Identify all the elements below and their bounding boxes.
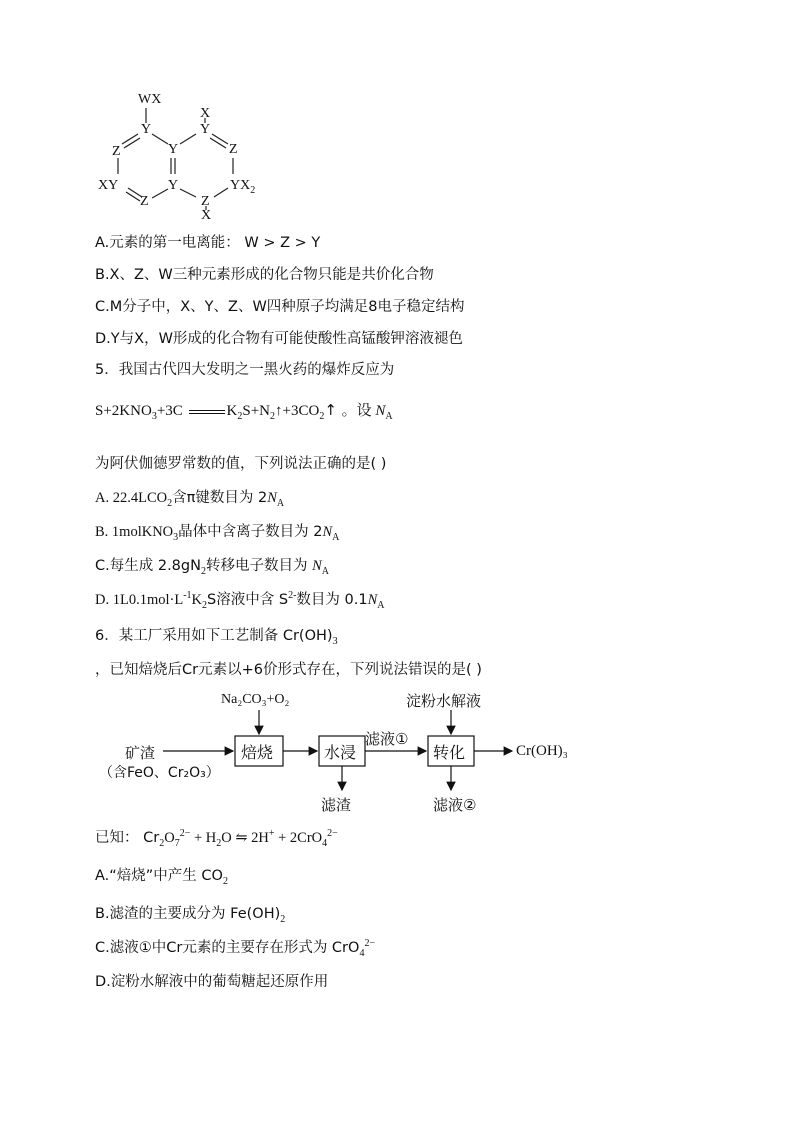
q6-option-a: A.“焙烧”中产生 $CO_2$: [95, 868, 228, 887]
q4-option-b: B.X、Z、W三种元素形成的化合物只能是共价化合物: [95, 267, 434, 283]
atom-label: Z: [140, 194, 149, 209]
atom-label: XY: [98, 178, 119, 193]
label-residue: 滤渣: [321, 796, 352, 814]
q5-option-d: D. $1L0.1mol\cdot L^{-1}K_2S$溶液中含 $S^{2-}$数目为 $0.1N_A$: [95, 590, 385, 611]
molecule-structure: [90, 90, 290, 230]
atom-label: Z: [229, 142, 238, 157]
q5-stem-continued: 为阿伏伽德罗常数的值，下列说法正确的是( ): [95, 456, 387, 472]
q6-known-equilibrium: 已知： $Cr_2O_7^{2-} + H_2O$ ⇋ 2H+ + 2CrO$_4^{2-}$: [95, 828, 338, 849]
q5-stem: 5．我国古代四大发明之一黑火药的爆炸反应为: [95, 362, 395, 378]
q6-stem: 6．某工厂采用如下工艺制备 $Cr(OH)_3$: [95, 628, 338, 647]
equation-arrow: [189, 410, 225, 414]
atom-label: Y: [141, 122, 152, 137]
product-cr-oh-3: Cr(OH)₃: [516, 743, 568, 759]
q5-option-b: B. 1molKNO$_3$晶体中含离子数目为 $2N_A$: [95, 524, 340, 543]
atom-label: Y: [200, 122, 211, 137]
input-ore-residue: 矿渣: [125, 744, 156, 762]
label-filtrate-1: 滤液①: [365, 730, 409, 748]
atom-label: Z: [112, 144, 121, 159]
q5-option-a: A. $22.4LCO_2$含π键数目为 $2N_A$: [95, 490, 285, 509]
input-composition: （含FeO、Cr₂O₃）: [99, 765, 220, 781]
box-conversion: 转化: [433, 743, 466, 762]
q4-option-d: D.Y与X，W形成的化合物有可能使酸性高锰酸钾溶液褪色: [95, 331, 463, 347]
atom-label: X: [200, 106, 211, 121]
label-filtrate-2: 滤液②: [433, 796, 477, 814]
box-roasting: 焙烧: [241, 743, 274, 762]
atom-label: $YX_2$: [230, 178, 256, 196]
atom-label: WX: [138, 92, 162, 107]
q6-option-d: D.淀粉水解液中的葡萄糖起还原作用: [95, 974, 329, 990]
reagent-na2co3-o2: Na₂CO₃+O₂: [221, 692, 290, 707]
reagent-starch-hydrolysate: 淀粉水解液: [406, 692, 482, 710]
q4-option-c: C.M分子中，X、Y、Z、W四种原子均满足8电子稳定结构: [95, 299, 465, 315]
q6-stem-continued: ，已知焙烧后Cr元素以+6价形式存在，下列说法错误的是( ): [95, 662, 482, 678]
atom-label: Z: [201, 194, 210, 209]
atom-label: Y: [168, 178, 179, 193]
atom-label: X: [201, 208, 212, 223]
q5-option-c: C.每生成 $2.8gN_2$转移电子数目为 $N_A$: [95, 558, 329, 577]
box-water-leaching: 水浸: [324, 743, 357, 762]
process-flow-diagram: [95, 688, 595, 818]
q6-option-b: B.滤渣的主要成分为 $Fe(OH)_2$: [95, 906, 286, 925]
q5-equation: $S+2KNO_3+3C$ $K_2S+N_2↑+3CO_2↑$ 。设 $N_A$: [95, 401, 393, 422]
molecule-bonds: [90, 90, 290, 230]
atom-label: Y: [168, 142, 179, 157]
q4-option-a: A.元素的第一电离能： W > Z > Y: [95, 235, 321, 251]
q6-option-c: C.滤液①中Cr元素的主要存在形式为 CrO$_4^{2-}$: [95, 938, 376, 959]
